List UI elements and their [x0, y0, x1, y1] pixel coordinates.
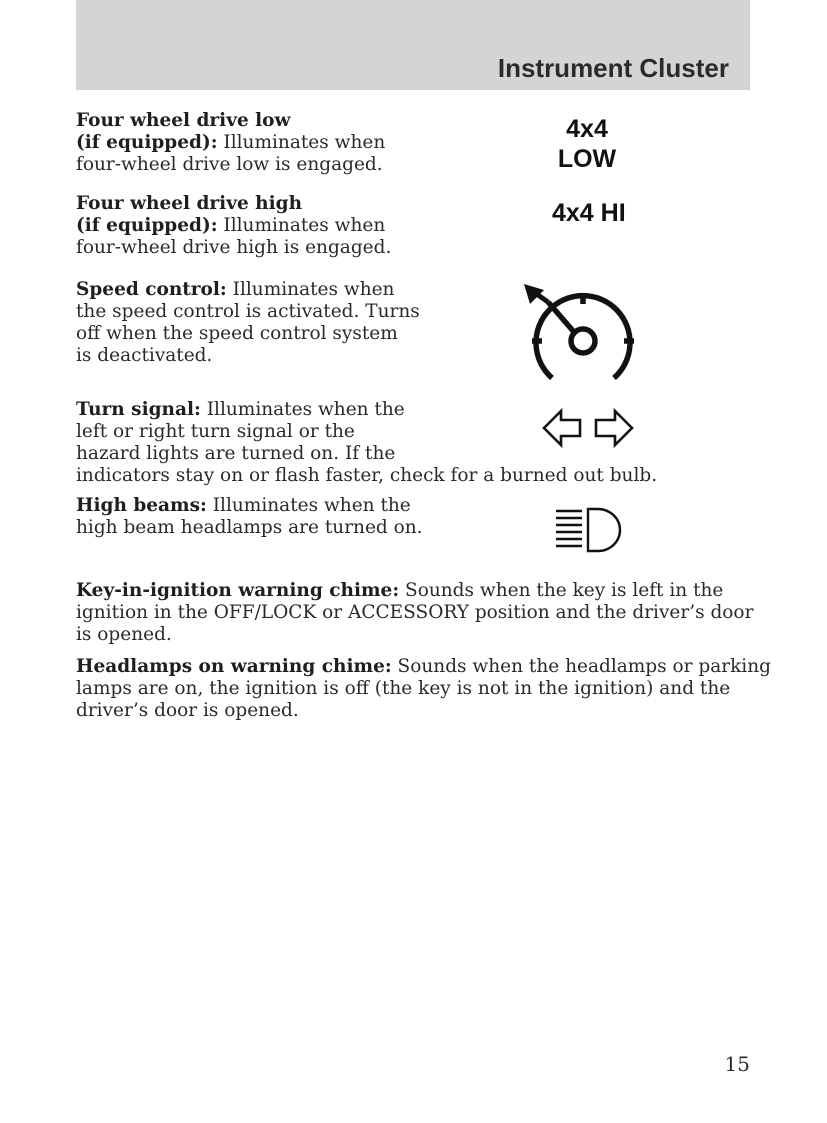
four-wd-low-indicator [552, 114, 622, 174]
four-wd-low-desc: Illuminates when [217, 132, 386, 153]
key-chime-term: Key-in-ignition warning chime: [76, 580, 400, 601]
headlamp-chime-desc-2: lamps are on, the ignition is off (the key is not in the ignition) and the [76, 678, 731, 699]
high-beams-desc: Illuminates when the [206, 495, 411, 516]
turn-signal-desc-3: hazard lights are turned on. If the [76, 443, 396, 464]
key-chime-desc: Sounds when the key is left in the [399, 580, 724, 601]
key-chime-desc-2: ignition in the OFF/LOCK or ACCESSORY position and the driver’s door [76, 602, 754, 623]
four-wd-low-entry [76, 110, 385, 176]
four-wd-low-symbol-top: 4x4 [566, 115, 608, 143]
page-title: Instrument Cluster [497, 53, 729, 83]
speed-control-entry [76, 279, 420, 367]
speed-control-desc: Illuminates when [226, 279, 395, 300]
turn-signal-desc-4: indicators stay on or flash faster, check for a burned out bulb. [76, 465, 658, 486]
speed-control-desc-3: off when the speed control system [76, 323, 398, 344]
four-wd-high-term: Four wheel drive high [76, 193, 303, 214]
four-wd-high-entry [76, 193, 391, 259]
four-wd-low-term: Four wheel drive low [76, 110, 291, 131]
high-beam-icon [554, 506, 626, 554]
four-wd-high-desc-cont: four-wheel drive high is engaged. [76, 237, 392, 258]
turn-signal-desc: Illuminates when the [200, 399, 405, 420]
page-number: 15 [724, 1052, 750, 1076]
headlamp-chime-desc-3: driver’s door is opened. [76, 700, 299, 721]
turn-signal-term: Turn signal: [76, 399, 201, 420]
left-arrow-icon [544, 411, 580, 445]
key-chime-entry [76, 580, 753, 646]
high-beams-desc-2: high beam headlamps are turned on. [76, 517, 423, 538]
four-wd-high-desc: Illuminates when [217, 215, 386, 236]
headlamp-chime-desc: Sounds when the headlamps or parking [391, 656, 771, 677]
speed-control-desc-2: the speed control is activated. Turns [76, 301, 420, 322]
headlamp-chime-entry [76, 656, 771, 722]
four-wd-low-term-qualifier: (if equipped): [76, 132, 218, 153]
four-wd-high-indicator: 4x4 HI [552, 199, 626, 227]
right-arrow-icon [596, 411, 632, 445]
header-band [76, 0, 750, 90]
turn-signal-icon [540, 406, 636, 450]
speed-control-term: Speed control: [76, 279, 227, 300]
high-beams-entry [76, 495, 423, 539]
headlamp-chime-term: Headlamps on warning chime: [76, 656, 392, 677]
high-beams-term: High beams: [76, 495, 207, 516]
speed-control-icon [518, 278, 640, 382]
four-wd-high-term-qualifier: (if equipped): [76, 215, 218, 236]
four-wd-low-desc-cont: four-wheel drive low is engaged. [76, 154, 383, 175]
speed-control-desc-4: is deactivated. [76, 345, 213, 366]
turn-signal-desc-2: left or right turn signal or the [76, 421, 355, 442]
key-chime-desc-3: is opened. [76, 624, 172, 645]
four-wd-low-symbol-bottom: LOW [557, 145, 617, 173]
